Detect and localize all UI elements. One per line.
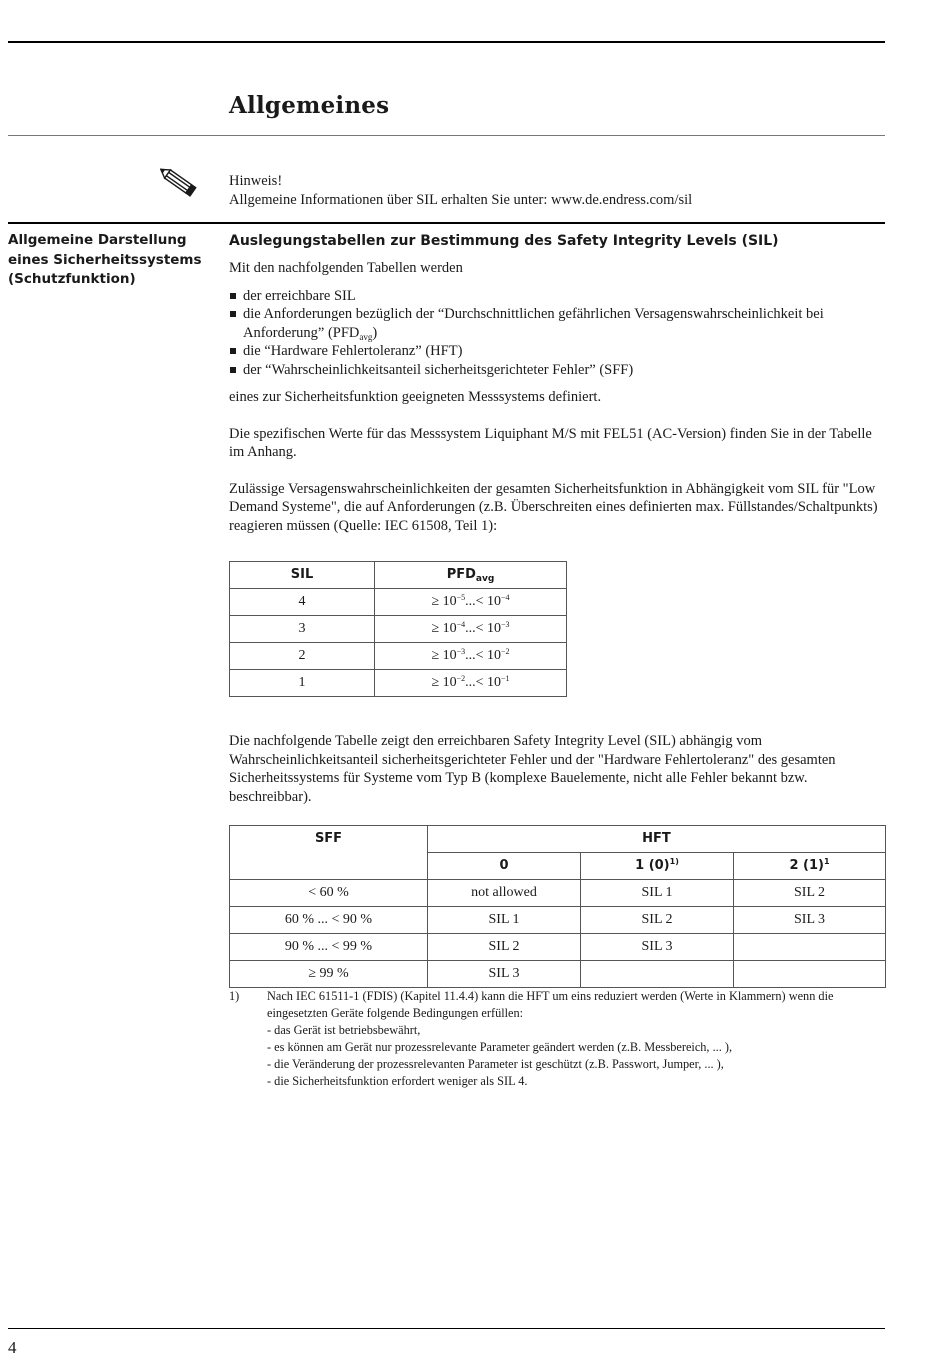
header-hft-0: 0: [428, 853, 581, 880]
cell-hft-1: SIL 1: [581, 880, 734, 907]
cell-hft-2: [734, 961, 886, 988]
pfd-lower: ≥ 10: [431, 647, 457, 663]
footnote-line: - das Gerät ist betriebsbewährt,: [267, 1023, 421, 1037]
cell-pfd: [375, 643, 567, 670]
pfd-exp-lower: −3: [456, 646, 466, 656]
table-subheader-row: [230, 853, 886, 880]
sff-paragraph: Die nachfolgende Tabelle zeigt den erreichbaren Safety Integrity Level (SIL) abhängig vom Wahrscheinlichkeitsanteil sicherheitsgerichteter Fehler und der "Hardware Fehlertoleranz" des gesamten Sicherheitssystems für Systeme vom Typ B (komplexe Bauelemente, nicht alle Fehler bekannt bzw. beschreibbar).: [229, 733, 836, 805]
header-sff-empty: [230, 853, 428, 880]
cell-sff: ≥ 99 %: [230, 961, 428, 988]
cell-sil: 2: [230, 643, 375, 670]
pfd-exp-upper: −2: [501, 646, 510, 656]
bullet-item-sil: [229, 287, 885, 306]
pfd-exp-upper: −1: [501, 673, 510, 683]
cell-hft-1: SIL 3: [581, 934, 734, 961]
pfd-lower: ≥ 10: [431, 674, 457, 690]
bottom-rule: [8, 1328, 885, 1329]
footnote-ref: 1): [669, 856, 679, 866]
header-pfd-sub: avg: [475, 573, 495, 584]
cell-pfd: [375, 670, 567, 697]
footnote-line: - die Sicherheitsfunktion erfordert weniger als SIL 4.: [267, 1074, 528, 1088]
bullet-item-hft: [229, 342, 885, 361]
footnote-line: - es können am Gerät nur prozessrelevante Parameter geändert werden (z.B. Messbereich, ... ),: [267, 1040, 733, 1054]
table-row: [230, 934, 886, 961]
cell-sff: < 60 %: [230, 880, 428, 907]
cell-hft-0: SIL 3: [428, 961, 581, 988]
pfd-upper: ...< 10: [465, 647, 502, 663]
note-block: [229, 172, 879, 210]
side-heading: [8, 231, 208, 290]
table-row: [230, 880, 886, 907]
cell-hft-2: [734, 934, 886, 961]
section-heading: Auslegungstabellen zur Bestimmung des Safety Integrity Levels (SIL): [229, 233, 779, 249]
cell-pfd: [375, 589, 567, 616]
pfd-exp-upper: −3: [501, 619, 510, 629]
bullet-text: die Anforderungen bezüglich der “Durchschnittlichen gefährlichen Versagenswahrscheinlichkeit bei Anforderung” (PFD: [243, 306, 824, 341]
specific-values-paragraph: Die spezifischen Werte für das Messsystem Liquiphant M/S mit FEL51 (AC-Version) finden Sie in der Tabelle im Anhang.: [229, 425, 872, 460]
intro-text: Mit den nachfolgenden Tabellen werden: [229, 260, 463, 276]
footnote-ref: 1: [823, 856, 830, 866]
pfd-exp-lower: −2: [456, 673, 466, 683]
bullet-text: der “Wahrscheinlichkeitsanteil sicherheitsgerichteter Fehler” (SFF): [243, 361, 634, 378]
bullet-text: der erreichbare SIL: [243, 287, 356, 304]
page-number: 4: [8, 1338, 17, 1357]
section-rule: [8, 222, 885, 224]
low-demand-paragraph: Zulässige Versagenswahrscheinlichkeiten der gesamten Sicherheitsfunktion in Abhängigkeit vom SIL für "Low Demand Systeme", die auf Anforderungen (z.B. Überschreiten eines definierten max. Füllstandes/Schaltpunkts) reagieren müssen (Quelle: IEC 61508, Teil 1):: [229, 480, 878, 534]
footnote-line: - die Veränderung der prozessrelevanten Parameter ist geschützt (z.B. Passwort, Jumper, ... ),: [267, 1057, 724, 1071]
header-pfd: [375, 562, 567, 589]
cell-hft-1: [581, 961, 734, 988]
cell-sil: 3: [230, 616, 375, 643]
main-content: [229, 232, 885, 988]
side-heading-line-1: Allgemeine Darstellung: [8, 232, 187, 248]
table-row: [230, 961, 886, 988]
pfd-upper: ...< 10: [465, 620, 502, 636]
header-sff: SFF: [230, 826, 428, 853]
after-bullets-text: eines zur Sicherheitsfunktion geeigneten Messsystems definiert.: [229, 389, 602, 405]
cell-sil: 4: [230, 589, 375, 616]
table-row: [230, 616, 567, 643]
bullet-text: die “Hardware Fehlertoleranz” (HFT): [243, 343, 463, 359]
side-heading-line-2: eines Sicherheitssystems: [8, 251, 202, 268]
header-hft-1-text: 1 (0): [635, 857, 670, 873]
cell-pfd: [375, 616, 567, 643]
pfd-table: [229, 561, 567, 697]
table-row: [230, 643, 567, 670]
cell-hft-0: SIL 1: [428, 907, 581, 934]
bullet-item-sff: [229, 361, 885, 380]
top-rule: [8, 41, 885, 43]
pencil-note-icon: [160, 166, 200, 202]
cell-hft-2: SIL 3: [734, 907, 886, 934]
footnote-body: [267, 988, 889, 1090]
bullet-list: [229, 287, 885, 380]
pfd-upper: ...< 10: [465, 593, 502, 609]
pfd-exp-lower: −5: [456, 592, 466, 602]
table-row: [230, 907, 886, 934]
header-hft-2: [734, 853, 886, 880]
footnote-number: 1): [229, 989, 240, 1003]
cell-hft-0: SIL 2: [428, 934, 581, 961]
cell-hft-0: not allowed: [428, 880, 581, 907]
header-hft-2-text: 2 (1): [789, 857, 824, 873]
header-sil: SIL: [230, 562, 375, 589]
cell-sff: 90 % ... < 99 %: [230, 934, 428, 961]
table-header-row: [230, 562, 567, 589]
pfd-upper: ...< 10: [465, 674, 502, 690]
cell-sil: 1: [230, 670, 375, 697]
title-rule: [8, 135, 885, 136]
cell-hft-1: SIL 2: [581, 907, 734, 934]
note-text: Allgemeine Informationen über SIL erhalten Sie unter: www.de.endress.com/sil: [229, 192, 693, 208]
header-hft-1: [581, 853, 734, 880]
pfd-exp-upper: −4: [501, 592, 510, 602]
table-header-row: [230, 826, 886, 853]
table-row: [230, 670, 567, 697]
side-heading-line-3: (Schutzfunktion): [8, 271, 136, 287]
pfd-lower: ≥ 10: [431, 593, 457, 609]
table-row: [230, 589, 567, 616]
bullet-text-end: ): [372, 324, 378, 341]
subscript-avg: avg: [359, 331, 373, 342]
sff-table: [229, 825, 886, 988]
page-title: Allgemeines: [229, 92, 390, 119]
cell-hft-2: SIL 2: [734, 880, 886, 907]
header-hft: HFT: [428, 826, 886, 853]
pfd-exp-lower: −4: [456, 619, 466, 629]
bullet-item-pfd: [229, 305, 885, 342]
footnote-line: Nach IEC 61511-1 (FDIS) (Kapitel 11.4.4) kann die HFT um eins reduziert werden (Werte in Klammern) wenn die eingesetzten Geräte folgende Bedingungen erfüllen:: [267, 989, 834, 1020]
cell-sff: 60 % ... < 90 %: [230, 907, 428, 934]
pfd-lower: ≥ 10: [431, 620, 457, 636]
footnote: [229, 988, 889, 1090]
note-label: Hinweis!: [229, 173, 283, 189]
header-pfd-text: PFD: [446, 566, 476, 582]
